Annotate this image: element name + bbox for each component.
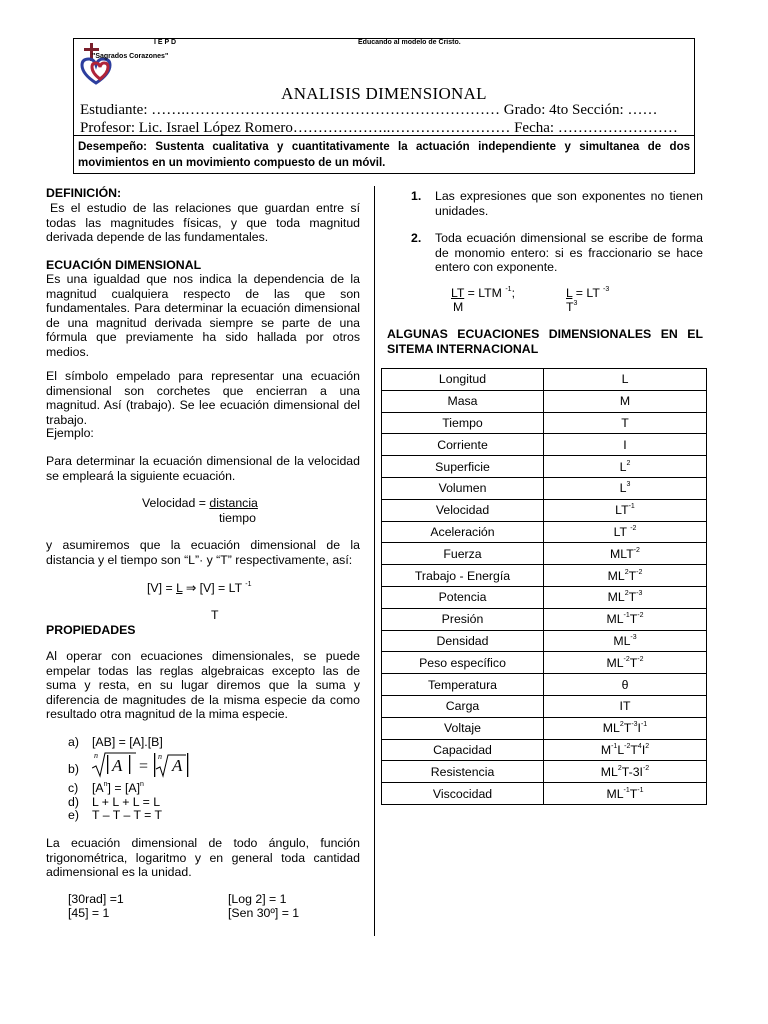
- dimension-formula: $ML^{-3}$: [544, 630, 707, 652]
- f1-exponent: -1: [505, 286, 512, 293]
- dimension-formula: $L^2$: [544, 456, 707, 478]
- dimension-exponent: -1: [628, 503, 635, 511]
- eq-part-a: [V] =: [147, 581, 177, 595]
- dimension-exponent: -2: [633, 546, 640, 554]
- dimension-formula: $ML^{-1}T^{-1}$: [544, 783, 707, 805]
- dimension-formula: $ML^2T^{-3}$: [544, 586, 707, 608]
- school-subtitle: "Sagrados Corazones": [92, 53, 169, 60]
- dimension-exponent: -3: [630, 633, 637, 641]
- dimension-formula: $L^3$: [544, 477, 707, 499]
- table-row: [382, 717, 707, 739]
- f1-denominator: M: [453, 300, 464, 314]
- velocity-denominator: tiempo: [219, 511, 256, 525]
- dimension-exponent: 2: [626, 459, 631, 467]
- magnitude-name: Viscocidad: [382, 783, 544, 805]
- magnitude-name: Longitud: [382, 369, 544, 391]
- dimension-formula: $LT^{-1}$: [544, 499, 707, 521]
- f2-den-text: T: [566, 300, 574, 314]
- list-c-part1: [A: [92, 781, 104, 795]
- dimension-exponent: -2: [624, 742, 631, 750]
- magnitude-name: Masa: [382, 390, 544, 412]
- example-rad: [30rad] =1: [68, 892, 124, 906]
- list-a-label: a): [68, 735, 79, 749]
- table-row: [382, 369, 707, 391]
- dimension-formula: I: [544, 434, 707, 456]
- table-row: [382, 499, 707, 521]
- ecuacion-text: Es una igualdad que nos indica la dependencia de la magnitud cualquiera respecto de las que son fundamentales. Para determinar la ecuación dimensional de una magnitud derivada siempre se parte de una fórmula que previamente ha sido hallada por otros medios.: [46, 272, 360, 359]
- dimension-exponent: -1: [640, 721, 648, 729]
- dimension-exponent: -1: [611, 742, 618, 750]
- magnitude-name: Corriente: [382, 434, 544, 456]
- definition-text: Es el estudio de las relaciones que guardan entre sí todas las magnitudes físicas, y que toda magnitud derivada depende de las fundamentales.: [46, 201, 360, 245]
- magnitude-name: Tiempo: [382, 412, 544, 434]
- list-c-text: [92, 781, 144, 795]
- eq-denominator: T: [211, 608, 219, 622]
- table-row: [382, 390, 707, 412]
- dimension-exponent: -3: [631, 721, 638, 729]
- list-e-label: e): [68, 808, 79, 822]
- magnitude-name: Temperatura: [382, 674, 544, 696]
- magnitude-name: Resistencia: [382, 761, 544, 783]
- svg-text:=: =: [139, 758, 149, 775]
- dimension-exponent: 2: [624, 590, 629, 598]
- dimension-exponent: -3: [636, 590, 643, 598]
- dimension-exponent: 2: [624, 568, 629, 576]
- table-row: [382, 783, 707, 805]
- magnitude-name: Carga: [382, 695, 544, 717]
- rule-1-text: Las expresiones que son exponentes no tienen unidades.: [435, 189, 703, 218]
- dimension-formula: θ: [544, 674, 707, 696]
- dimension-table: [381, 368, 707, 805]
- header-box: [73, 38, 695, 174]
- dimension-formula: $ML^2T-3I^{-2}$: [544, 761, 707, 783]
- student-line: Estudiante: …….……………………………………………………… Grado: 4to Sección: ……: [80, 102, 658, 118]
- table-row: [382, 695, 707, 717]
- assume-text: y asumiremos que la ecuación dimensional de la distancia y el tiempo son “L”· y “T” respectivamente, así:: [46, 538, 360, 567]
- table-title: ALGUNAS ECUACIONES DIMENSIONALES EN EL SITEMA INTERNACIONAL: [387, 327, 703, 356]
- fraction-formula-2: [566, 286, 609, 300]
- symbol-text: El símbolo empelado para representar una ecuación dimensional son corchetes que encierran a una magnitud. Así (trabajo). Se lee ecuación dimensional del trabajo.: [46, 369, 360, 427]
- dimension-formula: $ML^{-1}T^{-2}$: [544, 608, 707, 630]
- dimension-formula: M: [544, 390, 707, 412]
- dimension-exponent: -1: [637, 786, 644, 794]
- magnitude-name: Superficie: [382, 456, 544, 478]
- angle-text: La ecuación dimensional de todo ángulo, función trigonométrica, logaritmo y en general toda cantidad adimensional es la unidad.: [46, 836, 360, 880]
- dimension-formula: T: [544, 412, 707, 434]
- dimension-exponent: -2: [637, 612, 644, 620]
- list-e-text: T – T – T = T: [92, 808, 163, 822]
- magnitude-name: Densidad: [382, 630, 544, 652]
- example-45: [45] = 1: [68, 906, 110, 920]
- example-sen: [Sen 30º] = 1: [228, 906, 300, 920]
- ecuacion-heading: ECUACIÓN DIMENSIONAL: [46, 258, 202, 272]
- table-row: [382, 477, 707, 499]
- magnitude-name: Voltaje: [382, 717, 544, 739]
- dimension-formula: $ML^{-2}T^{-2}$: [544, 652, 707, 674]
- propiedades-text: Al operar con ecuaciones dimensionales, se puede empelar todas las reglas algebraicas excepto las de suma y resta, en su lugar diremos que la suma y diferencia de magnitudes de la misma especie da como resultado otra magnitud de la mima especie.: [46, 649, 360, 722]
- velocity-intro-text: Para determinar la ecuación dimensional de la velocidad se empleará la siguiente ecuación.: [46, 454, 360, 483]
- velocity-formula: [142, 496, 258, 510]
- dimension-formula: $MLT^{-2}$: [544, 543, 707, 565]
- propiedades-heading: PROPIEDADES: [46, 623, 136, 637]
- f2-exponent: -3: [603, 286, 610, 293]
- dimension-exponent: -1: [623, 786, 630, 794]
- table-row: [382, 608, 707, 630]
- school-name: I E P D: [154, 39, 177, 46]
- example-log: [Log 2] = 1: [228, 892, 287, 906]
- fraction-formula-1: [451, 286, 515, 300]
- dimension-exponent: -1: [623, 612, 630, 620]
- table-row: [382, 652, 707, 674]
- page-title: ANALISIS DIMENSIONAL: [281, 84, 487, 103]
- table-row: [382, 412, 707, 434]
- magnitude-name: Potencia: [382, 586, 544, 608]
- f1-end: ;: [511, 286, 515, 300]
- magnitude-name: Aceleración: [382, 521, 544, 543]
- dimension-exponent: 2: [619, 721, 624, 729]
- desempeno-text: Desempeño: Sustenta cualitativa y cuantitativamente la actuación independiente y simultanea de dos movimientos en un movimiento compuesto de un móvil.: [74, 135, 694, 173]
- rule-2-text: Toda ecuación dimensional se escribe de forma de monomio entero: si es fraccionario se hace entero con exponente.: [435, 231, 703, 275]
- table-row: [382, 586, 707, 608]
- rule-1-number: 1.: [411, 189, 422, 203]
- root-property-formula: [92, 749, 192, 779]
- f2-numerator: L: [566, 286, 573, 300]
- list-d-label: d): [68, 795, 79, 809]
- list-c-part2: ] = [A]: [107, 781, 140, 795]
- f2-rhs: = LT: [572, 286, 604, 300]
- dimension-exponent: -2: [637, 655, 644, 663]
- svg-text:n: n: [94, 751, 98, 760]
- dimension-exponent: 4: [637, 742, 642, 750]
- eq-exponent: -1: [245, 581, 252, 588]
- velocity-numerator: distancia: [209, 496, 258, 510]
- table-row: [382, 674, 707, 696]
- table-row: [382, 630, 707, 652]
- column-divider: [374, 186, 375, 936]
- f2-denominator: [566, 300, 577, 314]
- rule-2-number: 2.: [411, 231, 422, 245]
- svg-text:A: A: [112, 756, 123, 775]
- dimension-exponent: 2: [645, 742, 650, 750]
- ejemplo-label: Ejemplo:: [46, 426, 94, 440]
- eq-part-b: L: [176, 581, 183, 595]
- svg-text:A: A: [172, 756, 183, 775]
- list-c-label: c): [68, 781, 79, 795]
- dimension-exponent: 2: [617, 764, 622, 772]
- table-row: [382, 434, 707, 456]
- table-row: [382, 456, 707, 478]
- teacher-line: Profesor: Lic. Israel López Romero………………..…………………… Fecha: ……………………: [80, 120, 678, 136]
- dimension-formula: L: [544, 369, 707, 391]
- table-row: [382, 521, 707, 543]
- list-c-sup2: n: [140, 781, 144, 788]
- velocity-dimension-eq: [147, 581, 252, 595]
- dimension-exponent: -2: [630, 524, 637, 532]
- list-b-label: b): [68, 762, 79, 776]
- dimension-formula: $ML^2T^{-2}$: [544, 565, 707, 587]
- table-row: [382, 565, 707, 587]
- table-row: [382, 739, 707, 761]
- f1-rhs: = LTM: [464, 286, 506, 300]
- magnitude-name: Presión: [382, 608, 544, 630]
- f1-numerator: LT: [451, 286, 465, 300]
- table-row: [382, 543, 707, 565]
- dimension-formula: $M^{-1}L^{-2}T^4I^2$: [544, 739, 707, 761]
- magnitude-name: Capacidad: [382, 739, 544, 761]
- dimension-exponent: -2: [642, 764, 650, 772]
- school-motto: Educando al modelo de Cristo.: [358, 39, 461, 46]
- table-row: [382, 761, 707, 783]
- dimension-exponent: -2: [636, 568, 643, 576]
- magnitude-name: Fuerza: [382, 543, 544, 565]
- f2-den-exponent: 3: [573, 300, 578, 307]
- magnitude-name: Trabajo - Energía: [382, 565, 544, 587]
- dimension-formula: LT $^{-2}$: [544, 521, 707, 543]
- dimension-exponent: 3: [626, 481, 631, 489]
- list-a-text: [AB] = [A].[B]: [92, 735, 163, 749]
- velocity-label: Velocidad =: [142, 496, 210, 510]
- magnitude-name: Volumen: [382, 477, 544, 499]
- dimension-formula: $ML^2T^{-3}I^{-1}$: [544, 717, 707, 739]
- magnitude-name: Peso específico: [382, 652, 544, 674]
- eq-part-c: ⇒ [V] = LT: [182, 581, 246, 595]
- svg-text:n: n: [158, 752, 162, 761]
- dimension-exponent: -2: [623, 655, 630, 663]
- dimension-formula: IT: [544, 695, 707, 717]
- list-d-text: L + L + L = L: [92, 795, 161, 809]
- magnitude-name: Velocidad: [382, 499, 544, 521]
- list-c-sup1: n: [103, 781, 108, 788]
- definition-heading: DEFINICIÓN:: [46, 186, 122, 200]
